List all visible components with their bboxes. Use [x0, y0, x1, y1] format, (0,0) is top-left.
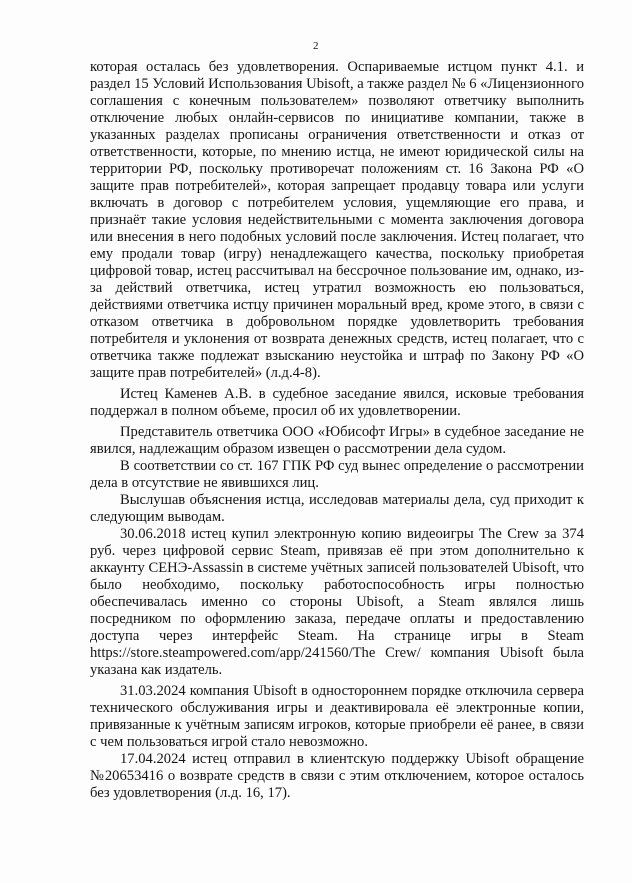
paragraph-procedural-ruling: В соответствии со ст. 167 ГПК РФ суд вынес определение о рассмотрении дела в отсутствие не явившихся лиц. [90, 458, 584, 491]
paragraph-service-shutdown: 31.03.2024 компания Ubisoft в одностороннем порядке отключила сервера технического обслуживания игры и деактивировала её электронные копии, привязанные к учётным записям игроков, которые приобрели её ранее, в связи с чем пользоваться игрой стало невозможно. [90, 683, 584, 750]
paragraph-claim-summary: которая осталась без удовлетворения. Оспариваемые истцом пункт 4.1. и раздел 15 Условий Использования Ubisoft, а также раздел № 6 «Лицензионного соглашения с конечным пользователем» позволяют ответчику выполнить отключение любых онлайн-сервисов по инициативе компании, также в указанных разделах прописаны ограничения ответственности и отказ от ответственности, которые, по мнению истца, не имеют юридической силы на территории РФ, поскольку противоречат положениям ст. 16 Закона РФ «О защите прав потребителей», которая запрещает продавцу товара или услуги включать в договор с потребителем условия, ущемляющие его права, и признаёт такие условия недействительными с момента заключения договора или внесения в него подобных условий после заключения. Истец полагает, что ему продали товар (игру) ненадлежащего качества, поскольку приобретая цифровой товар, истец рассчитывал на бессрочное пользование им, однако, из-за действий ответчика, истец утратил возможность ею пользоваться, действиями ответчика истцу причинен моральный вред, кроме этого, в связи с отказом ответчика в добровольном порядке удовлетворить требования потребителя и уклонения от возврата денежных средств, истец полагает, что с ответчика также подлежат взысканию неустойка и штраф по Закону РФ «О защите прав потребителей» (л.д.4-8). [90, 59, 584, 381]
paragraph-court-findings-intro: Выслушав объяснения истца, исследовав материалы дела, суд приходит к следующим выводам. [90, 492, 584, 525]
paragraph-refund-request: 17.04.2024 истец отправил в клиентскую поддержку Ubisoft обращение №20653416 о возврате средств в связи с этим отключением, которое осталось без удовлетворения (л.д. 16, 17). [90, 751, 584, 801]
paragraph-defendant-absence: Представитель ответчика ООО «Юбисофт Игры» в судебное заседание не явился, надлежащим образом извещен о рассмотрении дела судом. [90, 424, 584, 457]
paragraph-purchase-facts: 30.06.2018 истец купил электронную копию видеоигры The Crew за 374 руб. через цифровой сервис Steam, привязав её при этом дополнительно к аккаунту СЕНЭ-Assassin в системе учётных записей пользователей Ubisoft, что было необходимо, поскольку работоспособность игры полностью обеспечивалась именно со стороны Ubisoft, а Steam являлся лишь посредником по оформлению заказа, передаче оплаты и предоставлению доступа через интерфейс Steam. На странице игры в Steam https://store.steampowered.com/app/241560/The Crew/ компания Ubisoft была указана как издатель. [90, 526, 584, 678]
page-number: 2 [313, 40, 319, 52]
document-body [90, 59, 584, 802]
paragraph-plaintiff-appearance: Истец Каменев А.В. в судебное заседание явился, исковые требования поддержал в полном объеме, просил об их удовлетворении. [90, 386, 584, 419]
